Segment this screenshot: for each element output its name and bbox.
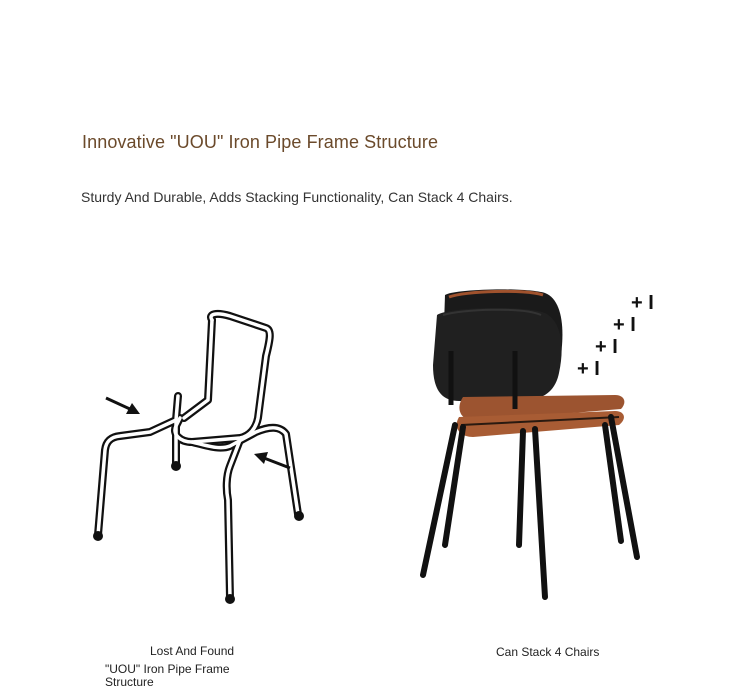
- foot-cap-icon: [93, 531, 103, 541]
- foot-cap-icon: [171, 461, 181, 471]
- page-subtitle: Sturdy And Durable, Adds Stacking Functionality, Can Stack 4 Chairs.: [81, 189, 513, 205]
- stack-mark: + I: [631, 292, 654, 314]
- stack-mark: + I: [595, 336, 618, 358]
- pointer-arrow-icon: [254, 452, 290, 468]
- right-caption: Can Stack 4 Chairs: [496, 645, 600, 659]
- left-caption-subtitle: "UOU" Iron Pipe Frame Structure: [105, 662, 230, 689]
- iron-frame-illustration: [80, 300, 320, 610]
- stack-mark: + I: [613, 314, 636, 336]
- left-caption-title: Lost And Found: [150, 644, 235, 658]
- pointer-arrow-icon: [106, 398, 140, 414]
- stack-count-marks: [577, 292, 654, 380]
- stack-mark: + I: [577, 358, 600, 380]
- foot-cap-icon: [225, 594, 235, 604]
- stacked-chairs-photo: [415, 285, 675, 605]
- page-title: Innovative "UOU" Iron Pipe Frame Structure: [82, 132, 439, 152]
- foot-cap-icon: [294, 511, 304, 521]
